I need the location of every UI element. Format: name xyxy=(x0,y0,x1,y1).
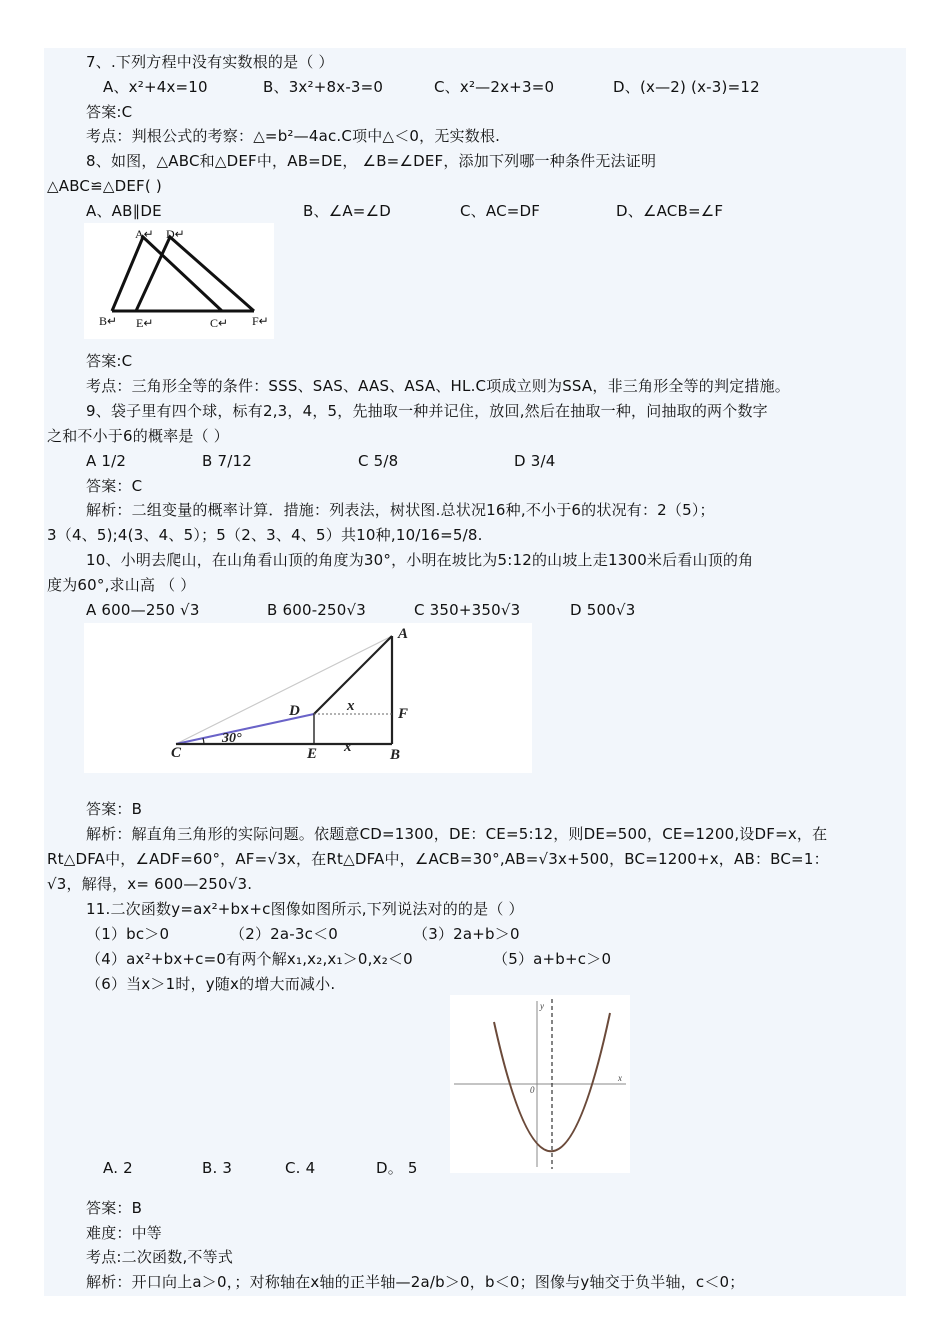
q11-option-a: A. 2 xyxy=(103,1159,133,1177)
q10-label-b: B xyxy=(390,747,401,763)
q10-label-x-top: x xyxy=(347,698,355,714)
q10-mountain-figure xyxy=(84,623,532,773)
q11-answer: 答案：B xyxy=(86,1199,143,1217)
q10-analysis-line2: Rt△DFA中，∠ADF=60°，AF=√3x，在Rt△DFA中，∠ACB=30°,AB=√3x+500，BC=1200+x，AB：BC=1： xyxy=(47,850,829,868)
q10-label-d: D xyxy=(289,703,300,719)
q7-option-d: D、(x—2) (x-3)=12 xyxy=(613,78,760,96)
q9-stem-line1: 9、袋子里有四个球，标有2,3，4，5，先抽取一种并记住，放回,然后在抽取一种，问抽取的两个数字 xyxy=(86,402,768,420)
q10-label-a: A xyxy=(398,626,409,642)
q10-option-d: D 500√3 xyxy=(570,601,636,619)
q9-option-a: A 1/2 xyxy=(86,452,127,470)
q8-note: 考点：三角形全等的条件：SSS、SAS、AAS、ASA、HL.C项成立则为SSA，非三角形全等的判定措施。 xyxy=(86,377,790,395)
q8-label-a: A↵ xyxy=(135,227,154,241)
q9-option-d: D 3/4 xyxy=(514,452,556,470)
q10-label-angle: 30° xyxy=(222,731,242,746)
q11-option-b: B. 3 xyxy=(202,1159,233,1177)
q8-stem-line2: △ABC≌△DEF( ) xyxy=(47,177,162,195)
q11-statement-2: （2）2a-3c＜0 xyxy=(230,925,339,943)
q11-statement-4: （4）ax²+bx+c=0有两个解x₁,x₂,x₁＞0,x₂＜0 xyxy=(86,950,413,968)
q10-option-a: A 600—250 √3 xyxy=(86,601,200,619)
q10-analysis-line3: √3，解得，x= 600—250√3. xyxy=(47,875,253,893)
q9-option-b: B 7/12 xyxy=(202,452,252,470)
q10-analysis-line1: 解析：解直角三角形的实际问题。依题意CD=1300，DE：CE=5:12，则DE=500，CE=1200,设DF=x，在 xyxy=(86,825,828,843)
q10-answer: 答案：B xyxy=(86,800,143,818)
q7-option-a: A、x²+4x=10 xyxy=(103,78,208,96)
q10-option-b: B 600-250√3 xyxy=(267,601,367,619)
q10-option-c: C 350+350√3 xyxy=(414,601,521,619)
q11-analysis: 解析：开口向上a＞0，；对称轴在x轴的正半轴—2a/b＞0，b＜0；图像与y轴交于负半轴，c＜0； xyxy=(86,1273,745,1291)
q11-option-d: D。 5 xyxy=(376,1159,418,1177)
q11-difficulty: 难度：中等 xyxy=(86,1224,163,1242)
q8-label-d: D↵ xyxy=(166,227,185,241)
q8-stem-line1: 8、如图，△ABC和△DEF中，AB=DE， ∠B=∠DEF，添加下列哪一种条件无法证明 xyxy=(86,152,657,170)
q10-stem-line2: 度为60°,求山高 （ ） xyxy=(47,576,196,594)
q11-statement-3: （3）2a+b＞0 xyxy=(413,925,520,943)
q11-label-x: x xyxy=(618,1073,622,1083)
q8-option-c: C、AC=DF xyxy=(460,202,541,220)
q10-label-e: E xyxy=(307,746,318,762)
q8-option-b: B、∠A=∠D xyxy=(303,202,391,220)
q9-answer: 答案：C xyxy=(86,477,143,495)
q11-statement-6: （6）当x＞1时，y随x的增大而减小. xyxy=(86,975,336,993)
q11-label-y: y xyxy=(540,1001,544,1011)
q8-label-c: C↵ xyxy=(210,316,229,330)
q8-answer: 答案:C xyxy=(86,352,133,370)
q7-note: 考点：判根公式的考察：△=b²—4ac.C项中△＜0，无实数根. xyxy=(86,127,501,145)
q11-statement-1: （1）bc＞0 xyxy=(86,925,170,943)
q10-stem-line1: 10、小明去爬山，在山角看山顶的角度为30°，小明在坡比为5:12的山坡上走1300米后看山顶的角 xyxy=(86,551,754,569)
q8-label-b: B↵ xyxy=(99,314,118,328)
q9-option-c: C 5/8 xyxy=(358,452,399,470)
q11-parabola-figure xyxy=(450,995,630,1173)
q7-option-b: B、3x²+8x-3=0 xyxy=(263,78,384,96)
q9-analysis-line2: 3（4、5);4(3、4、5）；5（2、3、4、5）共10种,10/16=5/8. xyxy=(47,526,483,544)
q9-stem-line2: 之和不小于6的概率是（ ） xyxy=(47,427,229,445)
q11-topic: 考点:二次函数,不等式 xyxy=(86,1248,234,1266)
q10-label-x-bottom: x xyxy=(344,739,352,755)
q8-triangle-figure xyxy=(84,223,274,339)
q7-answer: 答案:C xyxy=(86,103,133,121)
q11-label-origin: 0 xyxy=(530,1085,535,1095)
q7-option-c: C、x²—2x+3=0 xyxy=(434,78,555,96)
q8-label-f: F↵ xyxy=(252,314,269,328)
q8-option-a: A、AB∥DE xyxy=(86,202,162,220)
q8-option-d: D、∠ACB=∠F xyxy=(616,202,724,220)
q10-label-f: F xyxy=(398,706,409,722)
q7-stem: 7、.下列方程中没有实数根的是（ ） xyxy=(86,53,334,71)
q11-statement-5: （5）a+b+c＞0 xyxy=(493,950,612,968)
q8-label-e: E↵ xyxy=(136,316,154,330)
q11-option-c: C. 4 xyxy=(285,1159,316,1177)
q11-stem: 11.二次函数y=ax²+bx+c图像如图所示,下列说法对的的是（ ） xyxy=(86,900,524,918)
q10-label-c: C xyxy=(171,745,182,761)
q9-analysis-line1: 解析：二组变量的概率计算．措施：列表法，树状图.总状况16种,不小于6的状况有：2（5）； xyxy=(86,501,715,519)
